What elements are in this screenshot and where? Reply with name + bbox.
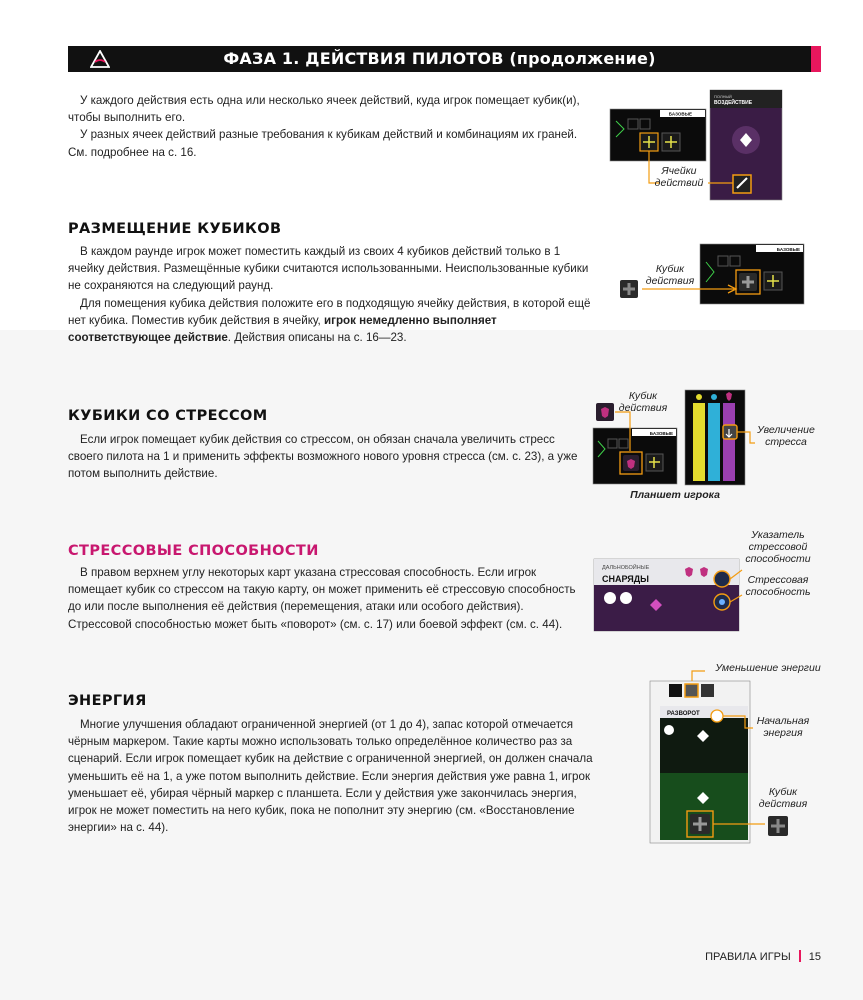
base-actions-card-2 — [700, 244, 804, 304]
base-actions-card — [610, 109, 706, 161]
stress-abilities-paragraph-1: В правом верхнем углу некоторых карт указана стрессовая способность. Если игрок помещает кубик со стрессом на такую карту, он может применить её стрессовую способность до или после выполнения её действия (перемещения, атаки или особого действия). Стрессовой способностью может быть «поворот» (см. с. 17) или боевой эффект (см. с. 44). — [68, 566, 576, 631]
page-number: 15 — [808, 951, 821, 963]
energy-paragraph-1: Многие улучшения обладают ограниченной энергией (от 1 до 4), запас которой отмечается чёрным маркером. Такие карты можно использовать только определённое количество раз за сценарий. Если игрок помещает кубик на действие с ограниченной энергией, он должен сначала уменьшить её на 1, а уже потом выполнить действие. Если энергия действия уже равна 1, игрок уменьшает её, убирая чёрный маркер с планшета. Если у действия уже закончилась энергия, игрок не может поместить на него кубик, пока не пополнит эту энергию (см. «Восстановление энергии» на с. 44). — [68, 718, 593, 835]
placement-paragraph-2: Для помещения кубика действия положите его в подходящую ячейку действия, в которой ещё нет кубика. Поместив кубик действия в ячейку, игрок немедленно выполняет соответствующее действие. Действия описаны на с. 16—23. — [68, 296, 591, 345]
energy-text — [68, 716, 593, 836]
intro-card-label: БАЗОВЫЕ — [668, 111, 692, 117]
intro-paragraph-1: У каждого действия есть одна или несколько ячеек действий, куда игрок помещает кубик(и), чтобы выполнить его. — [68, 94, 580, 125]
stress-pointer-caption: Указатель стрессовой способности — [745, 529, 811, 565]
page-footer — [705, 950, 821, 963]
intro-text — [68, 92, 593, 161]
energy-figure — [645, 668, 825, 848]
stress-paragraph-1: Если игрок помещает кубик действия со стрессом, он обязан сначала увеличить стресс своего пилота на 1 и применить эффекты возможного нового уровня стресса (см. с. 23), а уже потом выполнить действие. — [68, 433, 578, 481]
impact-card-small: ПОЛНЫЙ — [714, 94, 732, 99]
stress-abilities-heading: СТРЕССОВЫЕ СПОСОБНОСТИ — [68, 543, 319, 559]
stress-increase-caption: Увеличение стресса — [757, 424, 815, 448]
energy-action-die — [768, 816, 788, 836]
player-board — [685, 390, 745, 485]
energy-decrease-caption: Уменьшение энергии — [715, 662, 821, 674]
placement-heading: РАЗМЕЩЕНИЕ КУБИКОВ — [68, 221, 282, 237]
intro-paragraph-2: У разных ячеек действий разные требования к кубикам действий и комбинациям их граней. См. подробнее на с. 16. — [68, 128, 578, 159]
energy-start-caption: Начальная энергия — [756, 715, 810, 739]
placement-paragraph-1: В каждом раунде игрок может поместить каждый из своих 4 кубиков действий только в 1 ячейку действия. Размещённые кубики считаются использованными. Неиспользованные кубики не сохраняются на следующий раунд. — [68, 245, 589, 293]
footer-divider — [799, 950, 801, 962]
placement-die-caption: Кубик действия — [645, 263, 695, 287]
placement-card-label: БАЗОВЫЕ — [776, 247, 800, 252]
action-die — [620, 280, 638, 298]
page-title: ФАЗА 1. ДЕЙСТВИЯ ПИЛОТОВ (продолжение) — [223, 49, 656, 68]
action-cells-caption: Ячейки действий — [654, 165, 704, 189]
stress-die-caption: Кубик действия — [618, 390, 668, 414]
stress-text — [68, 431, 588, 483]
stress-card-label: БАЗОВЫЕ — [649, 431, 673, 436]
turnaround-card — [650, 681, 750, 843]
stress-heading: КУБИКИ СО СТРЕССОМ — [68, 408, 268, 424]
player-board-caption: Планшет игрока — [630, 489, 720, 501]
stress-ability-card-figure — [590, 555, 750, 635]
placement-text — [68, 243, 593, 346]
footer-label: ПРАВИЛА ИГРЫ — [705, 951, 791, 963]
stress-ability-caption: Стрессовая способность — [745, 574, 811, 598]
page-header — [68, 46, 821, 72]
stress-die — [596, 403, 614, 421]
header-accent-bar — [811, 46, 821, 72]
base-actions-card-3 — [593, 428, 677, 484]
projectiles-card-title: СНАРЯДЫ — [602, 574, 649, 584]
energy-heading: ЭНЕРГИЯ — [68, 693, 147, 709]
stress-abilities-text — [68, 564, 588, 633]
projectiles-card-small: ДАЛЬНОБОЙНЫЕ — [602, 565, 650, 571]
impact-card-title: ВОЗДЕЙСТВИЕ — [714, 100, 753, 106]
turnaround-card-title: РАЗВОРОТ — [667, 711, 700, 717]
action-cells-figure — [600, 85, 820, 205]
energy-die-caption: Кубик действия — [758, 786, 808, 810]
